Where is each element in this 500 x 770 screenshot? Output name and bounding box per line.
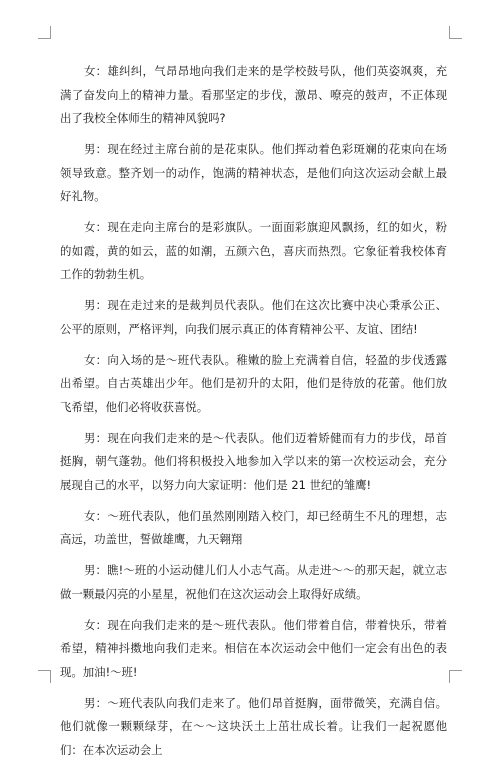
paragraph: 女：雄纠纠，气昂昂地向我们走来的是学校鼓号队，他们英姿飒爽，充满了奋发向上的精神力量。看那坚定的步伐，激昂、嘹亮的鼓声，不正体现出了我校全体师生的精神风貌吗?	[60, 64, 447, 125]
crop-mark-top-left	[38, 26, 51, 39]
crop-mark-top-right	[449, 26, 462, 39]
document-body	[60, 60, 447, 770]
crop-mark-bottom-right	[449, 670, 462, 683]
paragraph: 男：瞧!～班的小运动健儿们人小志气高。从走进～～的那天起，就立志做一颗最闪亮的小星星，祝他们在这次运动会上取得好成绩。	[60, 563, 447, 601]
crop-mark-bottom-left	[38, 670, 51, 683]
paragraph: 女：向入场的是～班代表队。稚嫩的脸上充满着自信，轻盈的步伐透露出希望。自古英雄出少年。他们是初升的太阳，他们是待放的花蕾。他们放飞希望，他们必将收获喜悦。	[60, 352, 447, 414]
paragraph: 男：～班代表队向我们走来了。他们昂首挺胸，面带微笑，充满自信。他们就像一颗颗绿芽，在～～这块沃土上茁壮成长着。让我们一起祝愿他们：在本次运动会上	[60, 695, 447, 757]
paragraph: 男：现在经过主席台前的是花束队。他们挥动着色彩斑斓的花束向在场领导致意。整齐划一的动作，饱满的精神状态，是他们向这次运动会献上最好礼物。	[60, 142, 447, 203]
paragraph: 女：～班代表队，他们虽然刚刚踏入校门，却已经萌生不凡的理想，志高远，功盖世，誓做雄鹰，九天翱翔	[60, 508, 447, 546]
paragraph: 女：现在向我们走来的是～班代表队。他们带着自信，带着快乐，带着希望，精神抖擞地向我们走来。相信在本次运动会中他们一定会有出色的表现。加油!～班!	[60, 617, 447, 679]
paragraph: 男：现在向我们走来的是～代表队。他们迈着矫健而有力的步伐，昂首挺胸，朝气蓬勃。他们将积极投入地参加入学以来的第一次校运动会，充分展现自己的水平，以努力向大家证明：他们是 21 世纪的雏鹰!	[60, 430, 447, 492]
paragraph: 男：现在走过来的是裁判员代表队。他们在这次比赛中决心秉承公正、公平的原则，严格评判，向我们展示真正的体育精神公平、友谊、团结!	[60, 298, 447, 336]
paragraph: 女：现在走向主席台的是彩旗队。一面面彩旗迎风飘扬，红的如火，粉的如霞，黄的如云，蓝的如潮，五颜六色，喜庆而热烈。它象征着我校体育工作的勃勃生机。	[60, 220, 447, 281]
